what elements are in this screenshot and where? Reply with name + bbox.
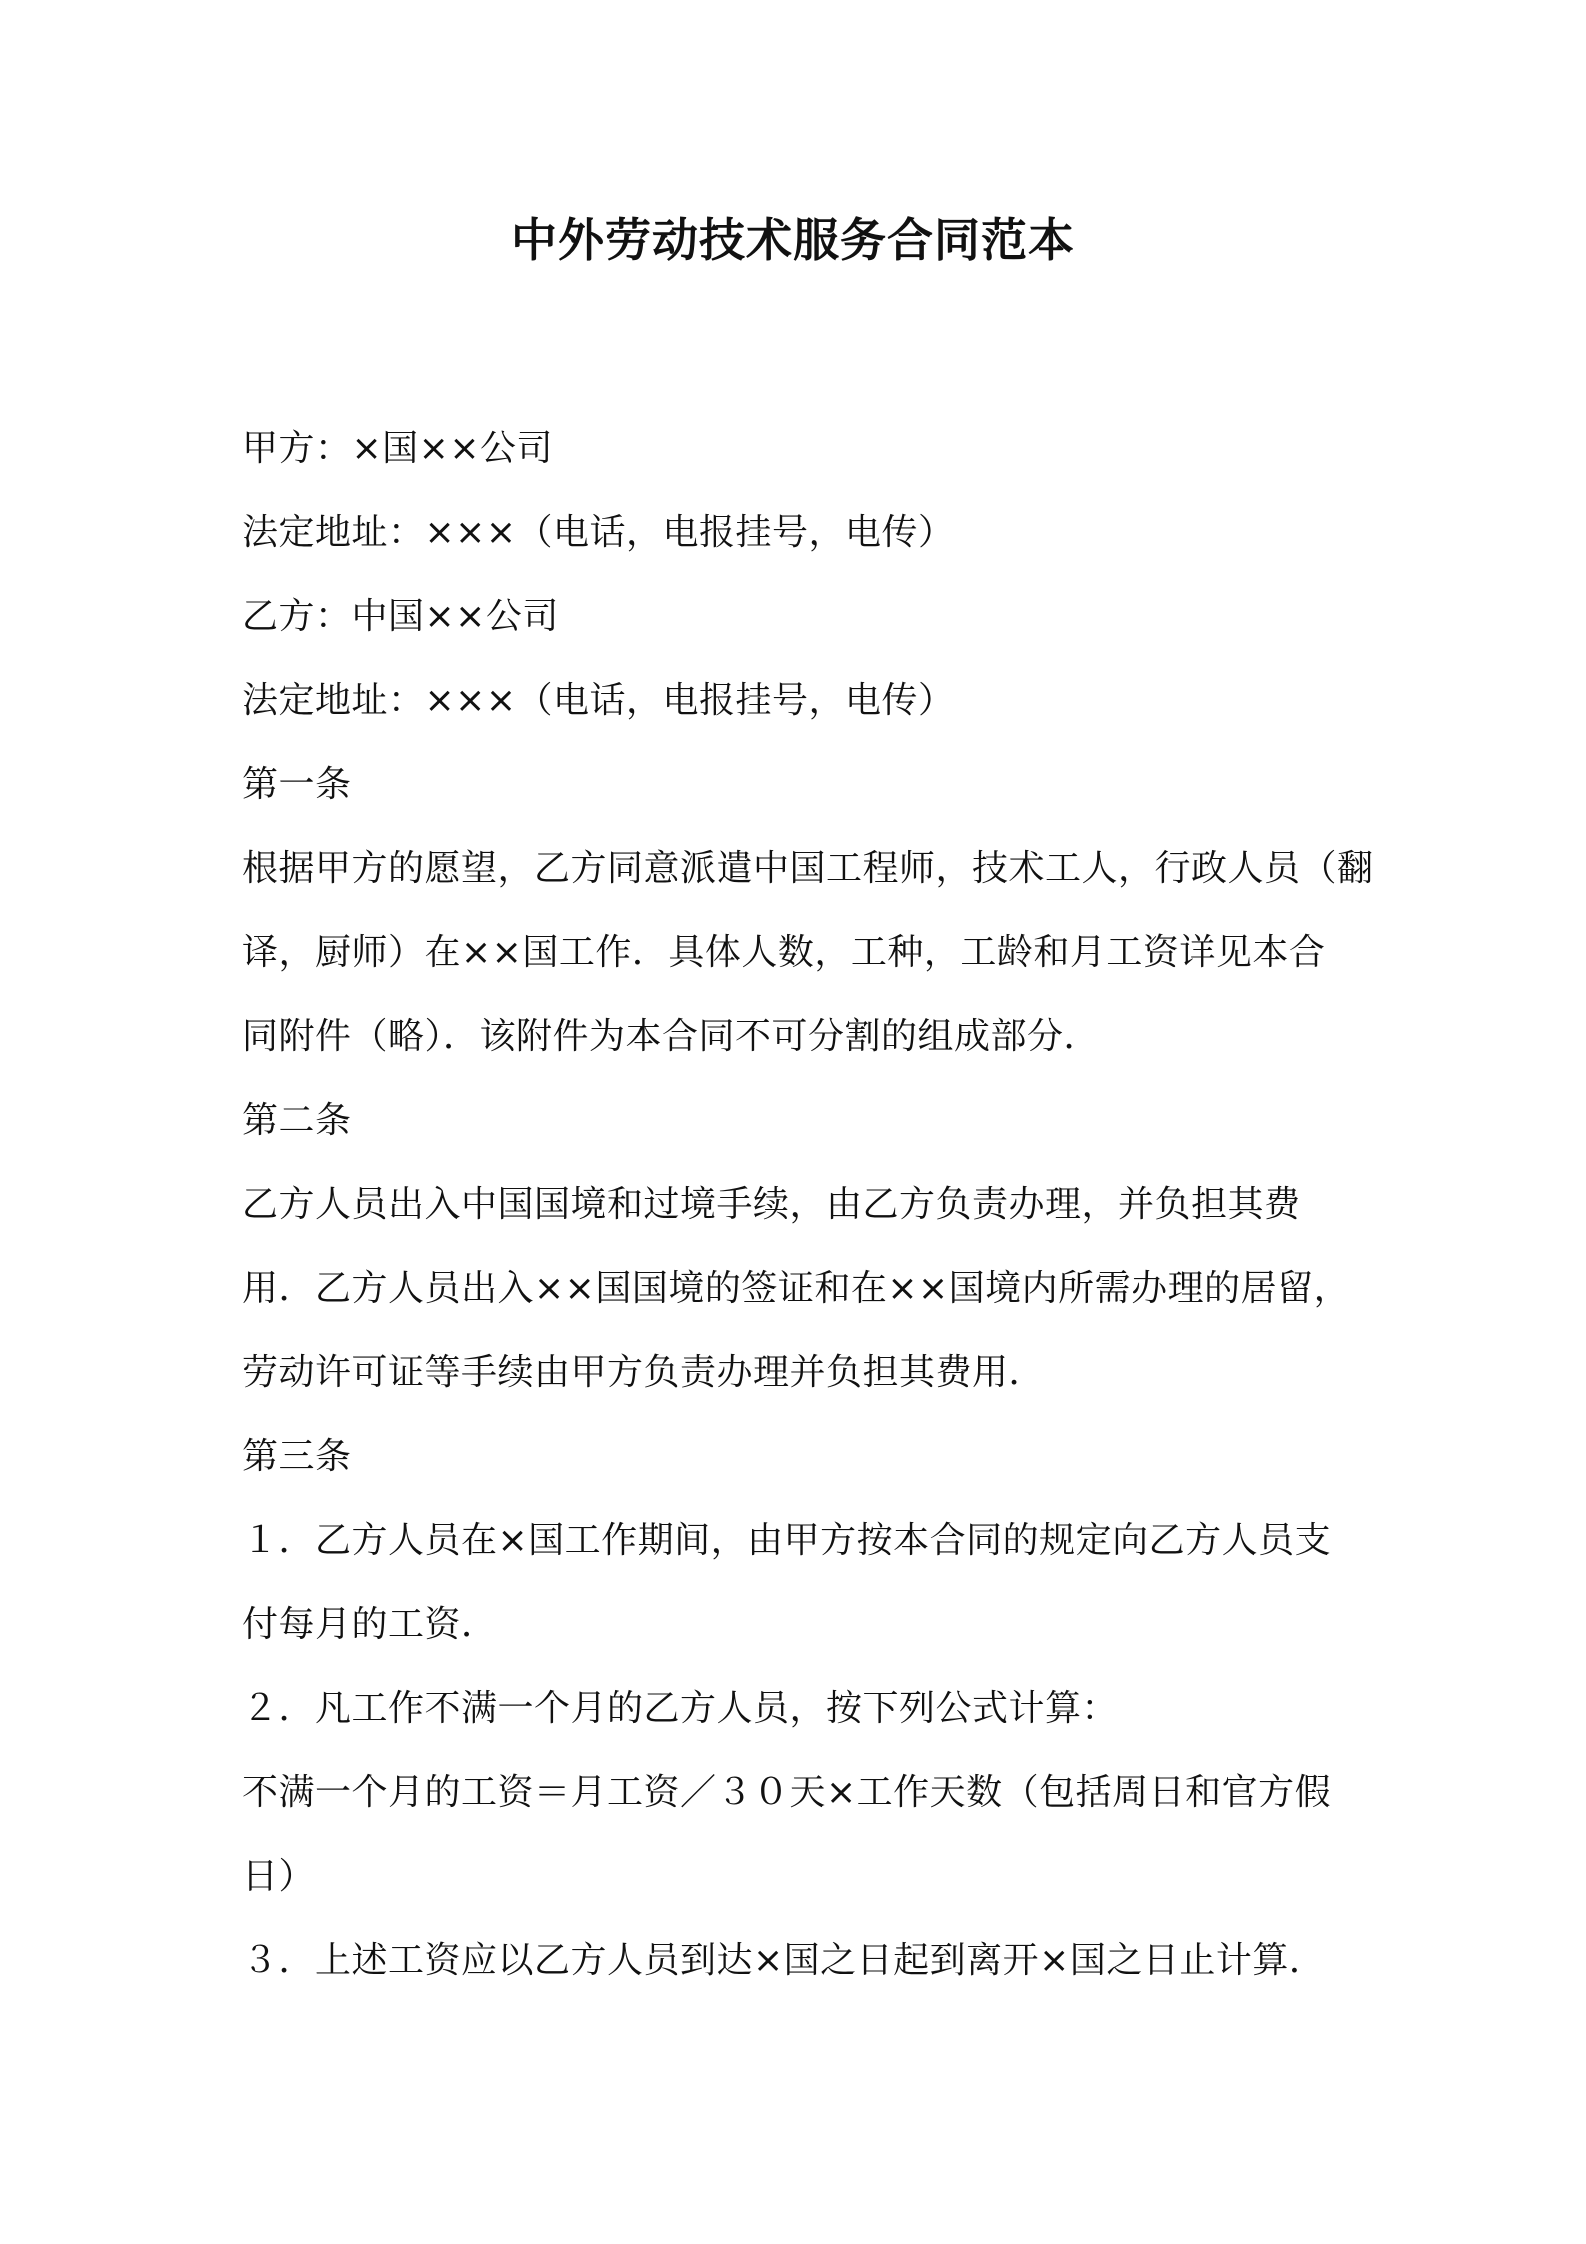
- article-1-text: 根据甲方的愿望，乙方同意派遣中国工程师，技术工人，行政人员（翻: [242, 848, 1374, 889]
- article-2-text: 劳动许可证等手续由甲方负责办理并负担其费用．: [242, 1352, 1046, 1393]
- article-1-heading: 第一条: [242, 764, 352, 805]
- party-b-address: 法定地址：×××（电话，电报挂号，电传）: [242, 680, 955, 721]
- article-3-item-1: １．乙方人员在×国工作期间，由甲方按本合同的规定向乙方人员支: [242, 1520, 1332, 1561]
- article-3-item-2: ２．凡工作不满一个月的乙方人员，按下列公式计算：: [242, 1688, 1119, 1729]
- article-2-heading: 第二条: [242, 1100, 352, 1141]
- document-title: 中外劳动技术服务合同范本: [511, 213, 1075, 267]
- article-1-text: 同附件（略）．该附件为本合同不可分割的组成部分．: [242, 1016, 1101, 1057]
- article-3-heading: 第三条: [242, 1436, 352, 1477]
- article-3-item-1: 付每月的工资．: [242, 1604, 498, 1645]
- party-a-address: 法定地址：×××（电话，电报挂号，电传）: [242, 512, 955, 553]
- party-a: 甲方：×国××公司: [242, 428, 553, 469]
- party-b: 乙方：中国××公司: [242, 596, 559, 637]
- article-3-formula: 日）: [242, 1856, 316, 1897]
- article-2-text: 用．乙方人员出入××国国境的签证和在××国境内所需办理的居留，: [242, 1268, 1351, 1309]
- article-3-item-3: ３．上述工资应以乙方人员到达×国之日起到离开×国之日止计算．: [242, 1940, 1326, 1981]
- article-2-text: 乙方人员出入中国国境和过境手续，由乙方负责办理，并负担其费: [242, 1184, 1301, 1225]
- article-3-formula: 不满一个月的工资＝月工资／３０天×工作天数（包括周日和官方假: [242, 1772, 1332, 1813]
- article-1-text: 译，厨师）在××国工作．具体人数，工种，工龄和月工资详见本合: [242, 932, 1326, 973]
- document-body: [242, 407, 1374, 2003]
